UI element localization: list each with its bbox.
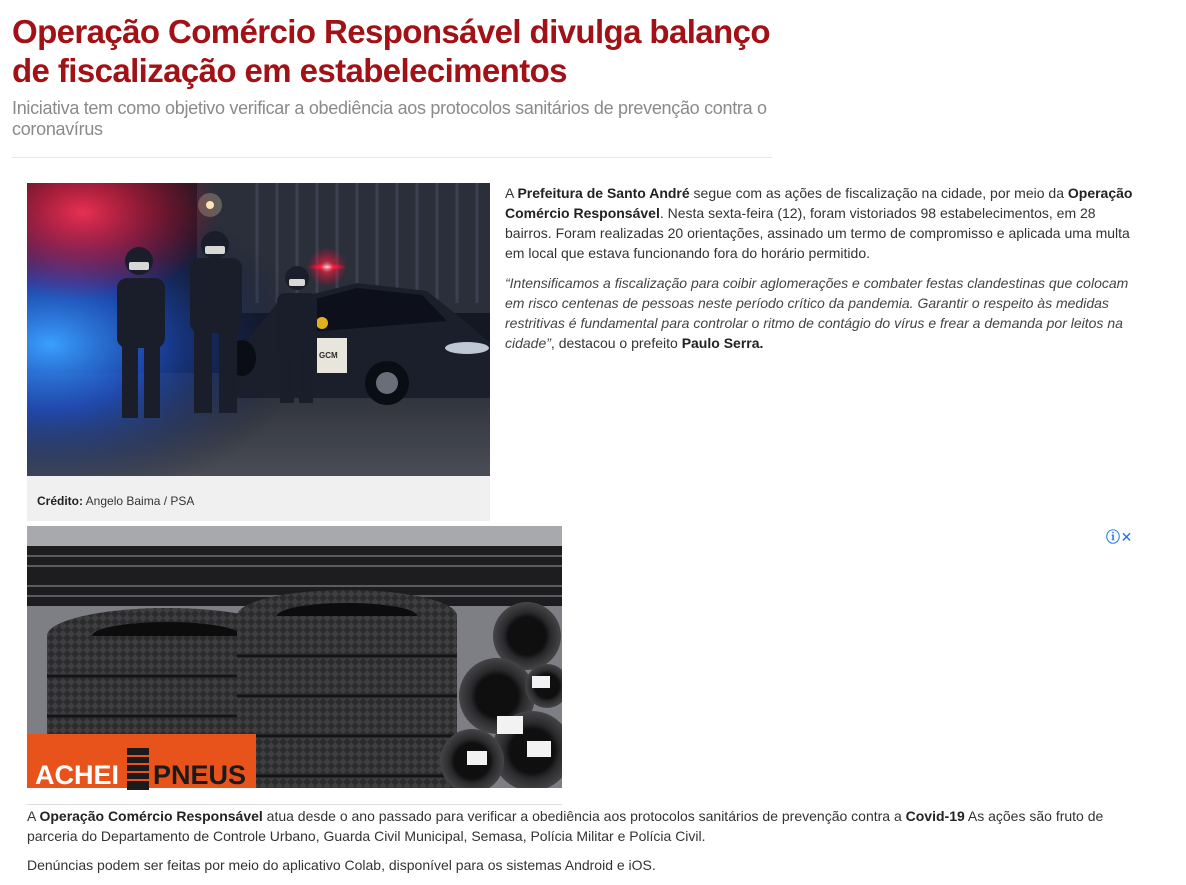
svg-text:PNEUS: PNEUS — [153, 760, 247, 790]
operacao-highlight-2: Operação Comércio Responsável — [39, 808, 263, 824]
article-photo[interactable] — [27, 183, 490, 476]
photo-caption-text: Angelo Baima / PSA — [85, 494, 195, 508]
mayor-quote: “Intensificamos a fiscalização para coibir aglomerações e combater festas clandestinas que colocam em risco centenas de pessoas neste período crítico da pandemia. Garantir o respeito às medidas restritivas é fundamental para controlar o ritmo de contágio do vírus e frear a demanda por leitos na cidade” — [505, 275, 1129, 351]
article-photo-figure — [27, 183, 490, 521]
photo-caption-label: Crédito: — [37, 494, 83, 508]
acheipneus-logo[interactable] — [27, 734, 256, 792]
photo-caption — [37, 494, 194, 508]
article-subtitle: Iniciativa tem como objetivo verificar a obediência aos protocolos sanitários de prevenção contra o coronavírus — [12, 98, 767, 139]
ad-info-icon[interactable]: ⓘ — [1106, 529, 1121, 545]
prefeitura-link: Prefeitura de Santo André — [517, 185, 690, 201]
ad-divider — [27, 804, 562, 805]
svg-text:GCM: GCM — [319, 351, 338, 360]
article-paragraph-1: A Prefeitura de Santo André segue com as ações de fiscalização na cidade, por meio da Operação Comércio Responsável. Nesta sexta-feira (12), foram vistoriados 98 estabelecimentos, em 28 bairros. Foram realizadas 20 orientações, assinado um termo de compromisso e aplicada uma multa em local que estava funcionando fora do horário permitido. — [505, 185, 1133, 261]
article-paragraph-3: A Operação Comércio Responsável atua desde o ano passado para verificar a obediência aos protocolos sanitários de prevenção contra a Covid-19 As ações são fruto de parceria do Departamento de Controle Urbano, Guarda Civil Municipal, Semasa, Polícia Militar e Polícia Civil. — [27, 808, 1104, 844]
article-body-bottom — [27, 806, 1147, 884]
article-body-top — [505, 183, 1145, 363]
header-divider — [12, 157, 772, 158]
operacao-highlight: Operação Comércio Responsável — [505, 185, 1133, 221]
article-paragraph-4: Denúncias podem ser feitas por meio do aplicativo Colab, disponível para os sistemas Android e iOS. — [27, 857, 656, 873]
covid-highlight: Covid-19 — [905, 808, 965, 824]
ad-controls — [1106, 527, 1134, 547]
article-paragraph-2: “Intensificamos a fiscalização para coibir aglomerações e combater festas clandestinas que colocam em risco centenas de pessoas neste período crítico da pandemia. Garantir o respeito às medidas restritivas é fundamental para controlar o ritmo de contágio do vírus e frear a demanda por leitos na cidade”, destacou o prefeito Paulo Serra. — [505, 275, 1129, 351]
mayor-name: Paulo Serra. — [681, 335, 764, 351]
ad-close-icon[interactable]: ✕ — [1120, 529, 1134, 545]
article-headline: Operação Comércio Responsável divulga balanço de fiscalização em estabelecimentos — [12, 13, 770, 89]
svg-text:ACHEI: ACHEI — [35, 760, 120, 790]
